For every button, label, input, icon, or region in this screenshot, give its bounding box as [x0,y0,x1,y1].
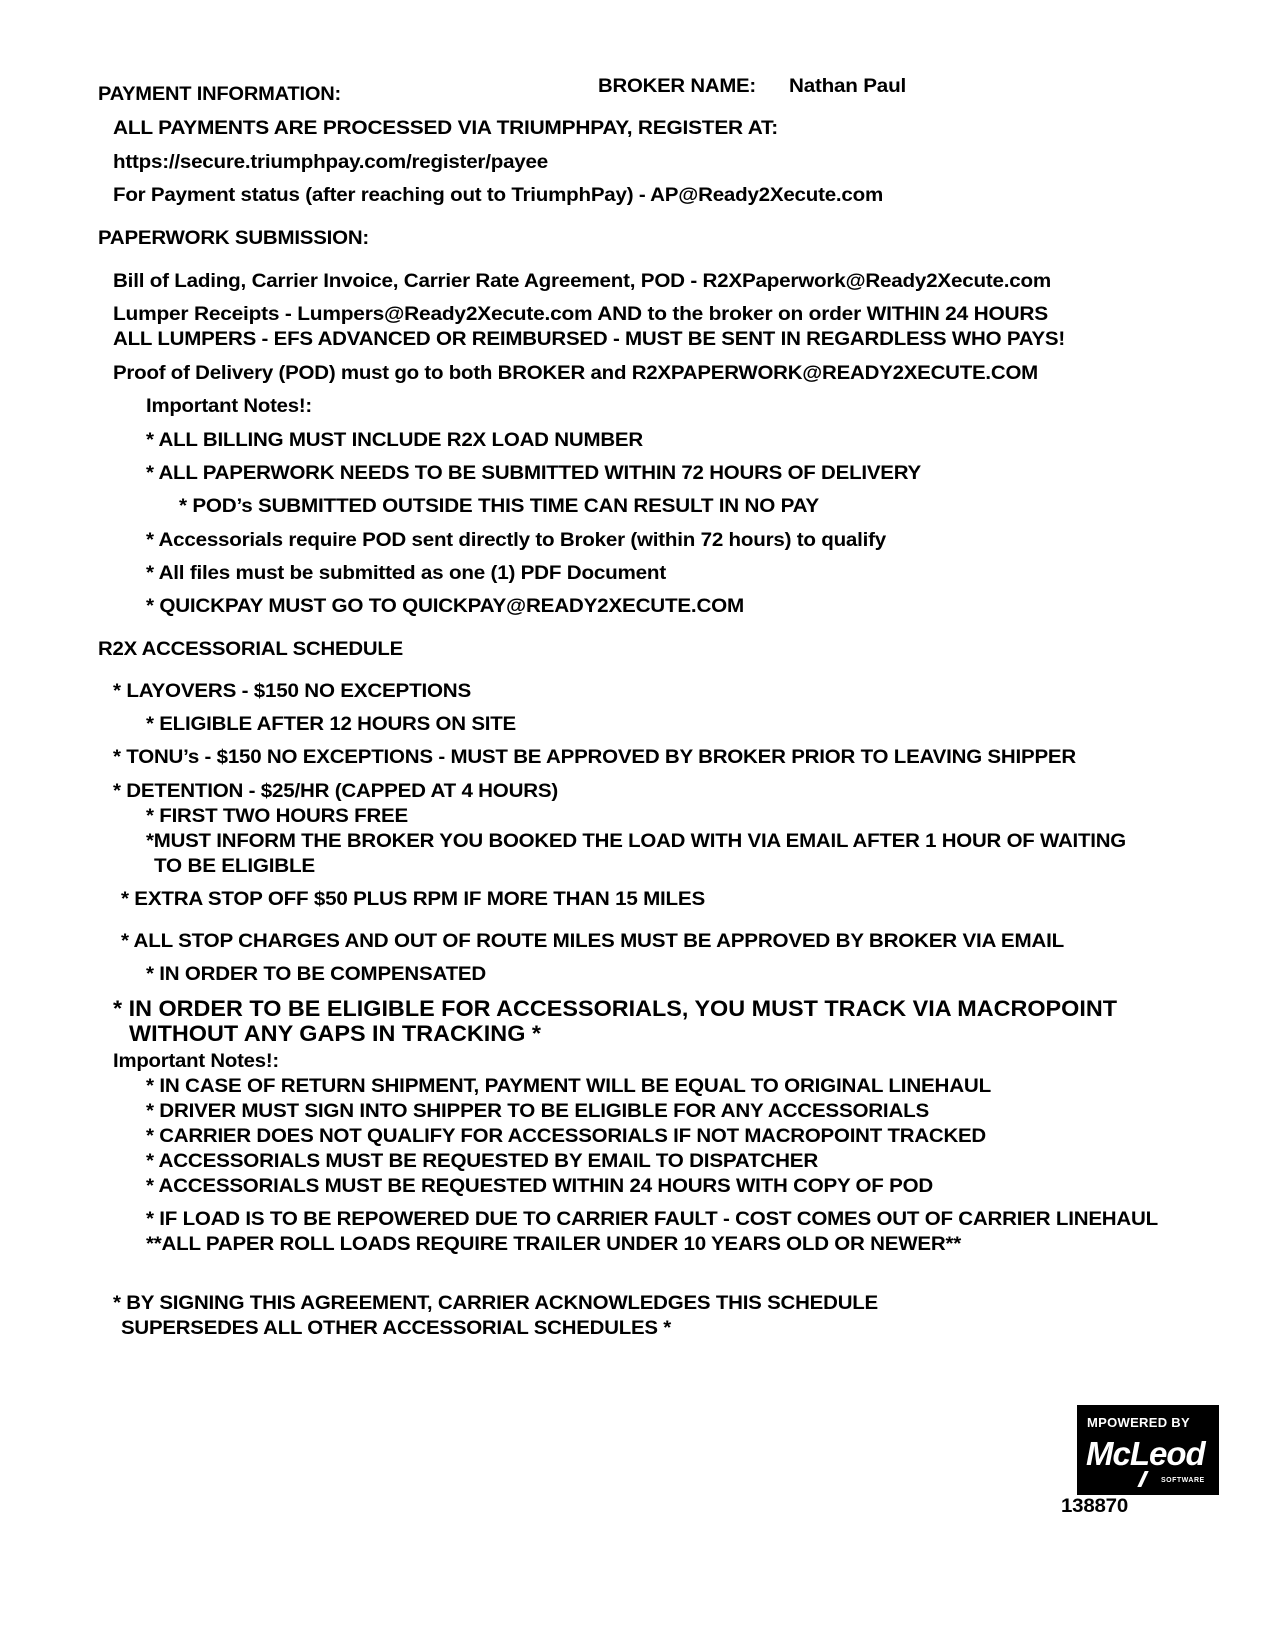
accessorial-note: * DRIVER MUST SIGN INTO SHIPPER TO BE ELIGIBLE FOR ANY ACCESSORIALS [146,1101,929,1122]
accessorial-item: * IN ORDER TO BE COMPENSATED [146,964,486,985]
accessorial-item: *MUST INFORM THE BROKER YOU BOOKED THE LOAD WITH VIA EMAIL AFTER 1 HOUR OF WAITING [146,831,1126,852]
paperwork-note: * QUICKPAY MUST GO TO QUICKPAY@READY2XECUTE.COM [146,596,744,617]
paperwork-note: * Accessorials require POD sent directly to Broker (within 72 hours) to qualify [146,530,886,551]
accessorial-item: * DETENTION - $25/HR (CAPPED AT 4 HOURS) [113,781,558,802]
paperwork-notes-heading: Important Notes!: [146,396,312,417]
paperwork-submission-heading: PAPERWORK SUBMISSION: [98,228,369,249]
accessorial-note: * CARRIER DOES NOT QUALIFY FOR ACCESSORIALS IF NOT MACROPOINT TRACKED [146,1126,987,1147]
accessorial-note: * ACCESSORIALS MUST BE REQUESTED WITHIN 24 HOURS WITH COPY OF POD [146,1176,933,1197]
logo-software: SOFTWARE [1161,1477,1205,1484]
accessorial-item: TO BE ELIGIBLE [154,856,315,877]
macropoint-tracking-line: * IN ORDER TO BE ELIGIBLE FOR ACCESSORIALS, YOU MUST TRACK VIA MACROPOINT [113,996,1117,1021]
accessorial-item: * LAYOVERS - $150 NO EXCEPTIONS [113,681,472,702]
payment-information-heading: PAYMENT INFORMATION: [98,84,341,105]
accessorial-note: **ALL PAPER ROLL LOADS REQUIRE TRAILER UNDER 10 YEARS OLD OR NEWER** [146,1234,961,1255]
accessorial-schedule-heading: R2X ACCESSORIAL SCHEDULE [98,639,403,660]
payment-processing-text: ALL PAYMENTS ARE PROCESSED VIA TRIUMPHPAY, REGISTER AT: [113,118,778,139]
lumpers-notice-line: ALL LUMPERS - EFS ADVANCED OR REIMBURSED - MUST BE SENT IN REGARDLESS WHO PAYS! [113,329,1065,350]
agreement-acknowledgement: * BY SIGNING THIS AGREEMENT, CARRIER ACKNOWLEDGES THIS SCHEDULE [113,1293,878,1314]
macropoint-tracking-line: WITHOUT ANY GAPS IN TRACKING * [129,1021,541,1046]
accessorial-item: * ALL STOP CHARGES AND OUT OF ROUTE MILES MUST BE APPROVED BY BROKER VIA EMAIL [121,931,1064,952]
paperwork-note: * All files must be submitted as one (1) PDF Document [146,563,666,584]
paperwork-note: * ALL BILLING MUST INCLUDE R2X LOAD NUMBER [146,430,643,451]
accessorial-item: * FIRST TWO HOURS FREE [146,806,408,827]
paperwork-note: * ALL PAPERWORK NEEDS TO BE SUBMITTED WITHIN 72 HOURS OF DELIVERY [146,463,921,484]
logo-brand: McLeod [1086,1435,1205,1472]
accessorial-notes-heading: Important Notes!: [113,1051,279,1072]
accessorial-item: * ELIGIBLE AFTER 12 HOURS ON SITE [146,714,516,735]
document-number: 138870 [1061,1496,1128,1517]
mcleod-software-logo [1077,1405,1219,1495]
accessorial-note: * IF LOAD IS TO BE REPOWERED DUE TO CARRIER FAULT - COST COMES OUT OF CARRIER LINEHAUL [146,1209,1158,1230]
pod-routing-line: Proof of Delivery (POD) must go to both BROKER and R2XPAPERWORK@READY2XECUTE.COM [113,363,1038,384]
broker-name-label: BROKER NAME: [598,76,756,97]
payment-status-text: For Payment status (after reaching out to TriumphPay) - AP@Ready2Xecute.com [113,185,883,206]
logo-powered-by: MPOWERED BY [1087,1415,1190,1430]
broker-name-value: Nathan Paul [789,76,906,97]
paperwork-email-line: Bill of Lading, Carrier Invoice, Carrier Rate Agreement, POD - R2XPaperwork@Ready2Xecute.com [113,271,1051,292]
logo-slash-mark [1137,1471,1148,1487]
triumphpay-register-link[interactable]: https://secure.triumphpay.com/register/payee [113,152,548,173]
accessorial-note: * IN CASE OF RETURN SHIPMENT, PAYMENT WILL BE EQUAL TO ORIGINAL LINEHAUL [146,1076,991,1097]
lumper-receipts-line: Lumper Receipts - Lumpers@Ready2Xecute.com AND to the broker on order WITHIN 24 HOURS [113,304,1048,325]
paperwork-note: * POD’s SUBMITTED OUTSIDE THIS TIME CAN RESULT IN NO PAY [179,496,819,517]
agreement-acknowledgement: SUPERSEDES ALL OTHER ACCESSORIAL SCHEDULES * [121,1318,671,1339]
accessorial-note: * ACCESSORIALS MUST BE REQUESTED BY EMAIL TO DISPATCHER [146,1151,819,1172]
accessorial-item: * EXTRA STOP OFF $50 PLUS RPM IF MORE THAN 15 MILES [121,889,705,910]
accessorial-item: * TONU’s - $150 NO EXCEPTIONS - MUST BE APPROVED BY BROKER PRIOR TO LEAVING SHIPPER [113,747,1076,768]
